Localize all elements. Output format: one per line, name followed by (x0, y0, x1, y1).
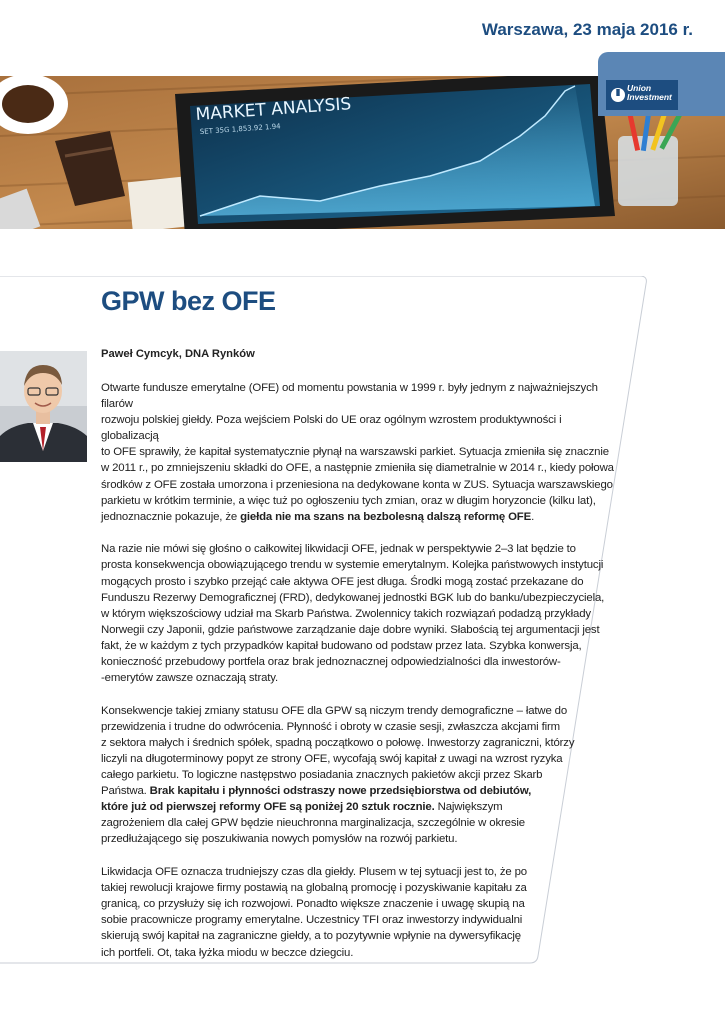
text-run: środków z OFE została umorzona i przeniesiona na dedykowane konta w ZUS. Sytuacja warszawskiego (101, 478, 613, 491)
text-run: Konsekwencje takiej zmiany statusu OFE dla GPW są niczym trendy demograficzne – łatwe do (101, 704, 568, 717)
author-portrait (0, 351, 87, 462)
text-run: Funduszu Rezerwy Demograficznej (FRD), dedykowanej jednostki BGK lub do banku/ubezpieczyciela, (101, 591, 605, 604)
article-paragraph (101, 541, 621, 686)
article-paragraph (101, 380, 621, 525)
article-body (101, 380, 621, 977)
bold-text: które już od pierwszej reformy OFE są poniżej 20 sztuk rocznie. (101, 801, 435, 814)
text-run: Norwegii czy Japonii, gdzie państwowe zarządzanie daje dobre wyniki. Słabością tej argumentacji jest (101, 623, 600, 636)
author-photo (0, 351, 87, 462)
article-author: Paweł Cymcyk, DNA Rynków (101, 348, 255, 360)
text-run: -emerytów zawsze oznaczają straty. (101, 672, 278, 685)
text-run: zagrożeniem dla całej GPW będzie nieuchronna marginalizacja, szczególnie w okresie (101, 817, 525, 830)
text-run: jednoznacznie pokazuje, że (101, 510, 241, 523)
text-run: przewidzenia i trudne do odwrócenia. Płynność i obroty w czasie sesji, zwłaszcza akcjami firm (101, 720, 560, 733)
text-run: granicą, co przysłuży się ich rozwojowi. Ponadto większe znaczenie i uwagę skupią na (101, 898, 525, 911)
text-run: prosta konsekwencja obowiązującego trendu w systemie emerytalnym. Kolejka państwowych instytucji (101, 559, 604, 572)
banner-screen-subtitle: SET 35G 1,853.92 1.94 (199, 122, 281, 136)
text-run: skierują swój kapitał na zagraniczne giełdy, a to pozytywnie wpłynie na dywersyfikację (101, 930, 521, 943)
text-run: Największym (434, 801, 503, 814)
text-run: sobie pracownicze programy emerytalne. Uczestnicy TFI oraz inwestorzy indywidualni (101, 914, 523, 927)
text-run: rozwoju polskiej giełdy. Poza wejściem Polski do UE oraz ogólnym wzrostem produktywności i globalizacją (101, 414, 562, 443)
text-run: z sektora małych i średnich spółek, spadną początkowo o połowę. Inwestorzy zagraniczni, którzy (101, 736, 575, 749)
banner-screen-title: MARKET ANALYSIS (194, 94, 352, 125)
text-run: parkietu w krótkim terminie, a więc tuż po ogłoszeniu tych zmian, oraz w długim horyzoncie (kilku lat), (101, 494, 596, 507)
text-run: konieczność przebudowy portfela oraz brak jednoznacznej odpowiedzialności dla inwestorów- (101, 656, 561, 668)
text-run: Państwa. (101, 785, 150, 798)
text-run: całego parkietu. To logiczne następstwo posiadania znacznych pakietów akcji przez Skarb (101, 769, 543, 782)
logo-wordmark (627, 84, 672, 102)
article-paragraph (101, 703, 621, 848)
logo-line-1: Union (627, 83, 652, 93)
text-run: Otwarte fundusze emerytalne (OFE) od momentu powstania w 1999 r. były jednym z najważniejszych filarów (101, 382, 598, 411)
union-investment-logo-icon (610, 87, 626, 103)
article-paragraph (101, 864, 621, 961)
text-run: liczyli na długoterminowy popyt ze strony OFE, wycofają swój kapitał z uwagi na wzrost ryzyka (101, 752, 563, 765)
bold-text: Brak kapitału i płynności odstraszy nowe przedsiębiorstwa od debiutów, (149, 785, 532, 798)
bold-text: giełda nie ma szans na bezbolesną dalszą reformę OFE (240, 510, 532, 523)
text-run: Na razie nie mówi się głośno o całkowitej likwidacji OFE, jednak w perspektywie 2–3 lat będzie to (101, 543, 576, 556)
text-run: to OFE sprawiły, że kapitał systematycznie płynął na warszawski parkiet. Sytuacja zmieniła się znacznie (101, 446, 609, 459)
text-run: mogących prosto i szybko przejąć całe aktywa OFE jest długa. Środki mogą zostać przekazane do (101, 575, 584, 588)
text-run: przedłużającego się poszukiwania nowych pomysłów na rozwój parkietu. (101, 833, 458, 846)
text-run: ich portfeli. Ot, taka łyżka miodu w beczce dziegciu. (101, 946, 354, 959)
logo-line-2: Investment (627, 92, 672, 102)
text-run: Likwidacja OFE oznacza trudniejszy czas dla giełdy. Plusem w tej sytuacji jest to, że po (101, 866, 527, 879)
text-run: takiej rewolucji krajowe firmy postawią na globalną promocję i pozyskiwanie kapitału za (101, 882, 527, 895)
text-run: w 2011 r., po zmniejszeniu składki do OFE, a następnie zmieniła się diametralnie w 2014 r., kiedy połowa (101, 462, 614, 475)
article-title: GPW bez OFE (101, 286, 276, 316)
text-run: . (531, 510, 535, 523)
text-run: w którym większościowy udział ma Skarb Państwa. Zwolennicy takich rozwiązań podadzą przykłady (101, 607, 591, 620)
document-date: Warszawa, 23 maja 2016 r. (481, 20, 693, 39)
text-run: fakt, że w każdym z tych przypadków kapitał budowano od podstaw przez lata. Szybka konwersja, (101, 639, 582, 652)
